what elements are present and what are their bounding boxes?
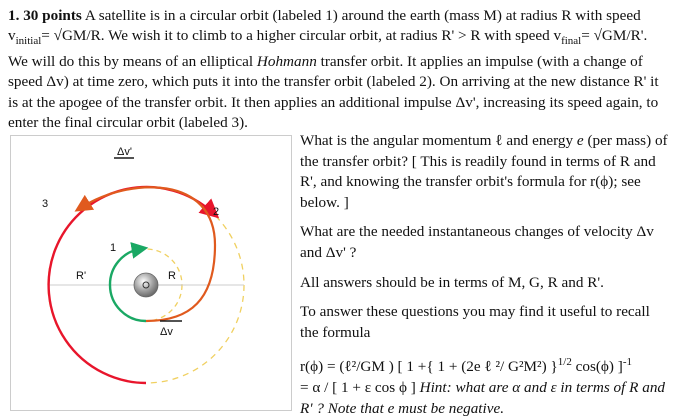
- sub-final: final: [561, 35, 582, 48]
- diagram-frame: [11, 136, 292, 411]
- formula-exponent-2: -1: [622, 356, 633, 369]
- formula: [300, 352, 670, 419]
- question-1-text-a: What is the angular momentum ℓ and energy: [300, 132, 577, 149]
- hint-text: Hint: what are α and ε in terms of R and R' ? Note that e must be negative.: [300, 379, 666, 417]
- label-Rprime: R': [76, 270, 87, 282]
- problem-points: 30 points: [23, 7, 82, 24]
- question-1: [300, 131, 670, 213]
- hohmann-term: Hohmann: [256, 52, 317, 70]
- question-3: All answers should be in terms of M, G, R and R'.: [300, 273, 604, 291]
- intro-text-d: transfer orbit. It applies an impulse (with a change of speed Δv) at time zero, which puts it into the transfer orbit (labeled 2). On arriving at the new distance R' it is at the apogee of the transfer orbit. It then applies an additional impulse Δv', increasing its speed again, to enter the final circular orbit (labeled 3).: [8, 52, 659, 132]
- formula-text-b: cos(ϕ) ]: [571, 358, 623, 376]
- question-4: To answer these questions you may find it useful to recall the formula: [300, 303, 650, 341]
- label-orbit3: 3: [42, 198, 49, 210]
- question-1-energy: e: [576, 132, 584, 149]
- orbit2-path: [82, 187, 215, 321]
- label-R: R: [168, 270, 176, 282]
- intro-text-a: A satellite is in a circular orbit (labeled 1) around the earth (mass M) at radius R with speed v: [8, 7, 641, 45]
- formula-exponent: 1/2: [557, 356, 572, 369]
- formula-text-a: r(ϕ) = (ℓ²/GM ) [ 1 +{ 1 + (2e ℓ ²/ G²M²) }: [300, 358, 558, 376]
- question-2: What are the needed instantaneous changes of velocity Δv and Δv' ?: [300, 223, 654, 261]
- intro-text-c: = √GM/R'. We will do this by means of an elliptical: [8, 27, 648, 70]
- sub-initial: initial: [15, 35, 42, 48]
- label-dv: Δv: [160, 326, 173, 338]
- intro-text-b: = √GM/R. We wish it to climb to a higher circular orbit, at radius R' > R with speed v: [41, 27, 562, 45]
- question-1-text-b: (per mass) of the transfer orbit? [ This is readily found in terms of R and R', and knowing the transfer orbit's formula for r(ϕ); see below. ]: [300, 132, 668, 211]
- problem-intro: [8, 6, 668, 133]
- label-dvprime: Δv': [117, 146, 132, 158]
- earth: [134, 273, 158, 297]
- orbit-diagram: [10, 135, 292, 411]
- formula-line-2: = α / [ 1 + ε cos ϕ ]: [300, 379, 420, 396]
- orbit-diagram-svg: [10, 135, 292, 411]
- problem-number: 1.: [8, 7, 20, 24]
- label-orbit1: 1: [110, 242, 117, 254]
- questions-column: [300, 131, 670, 419]
- label-orbit2: 2: [213, 206, 220, 218]
